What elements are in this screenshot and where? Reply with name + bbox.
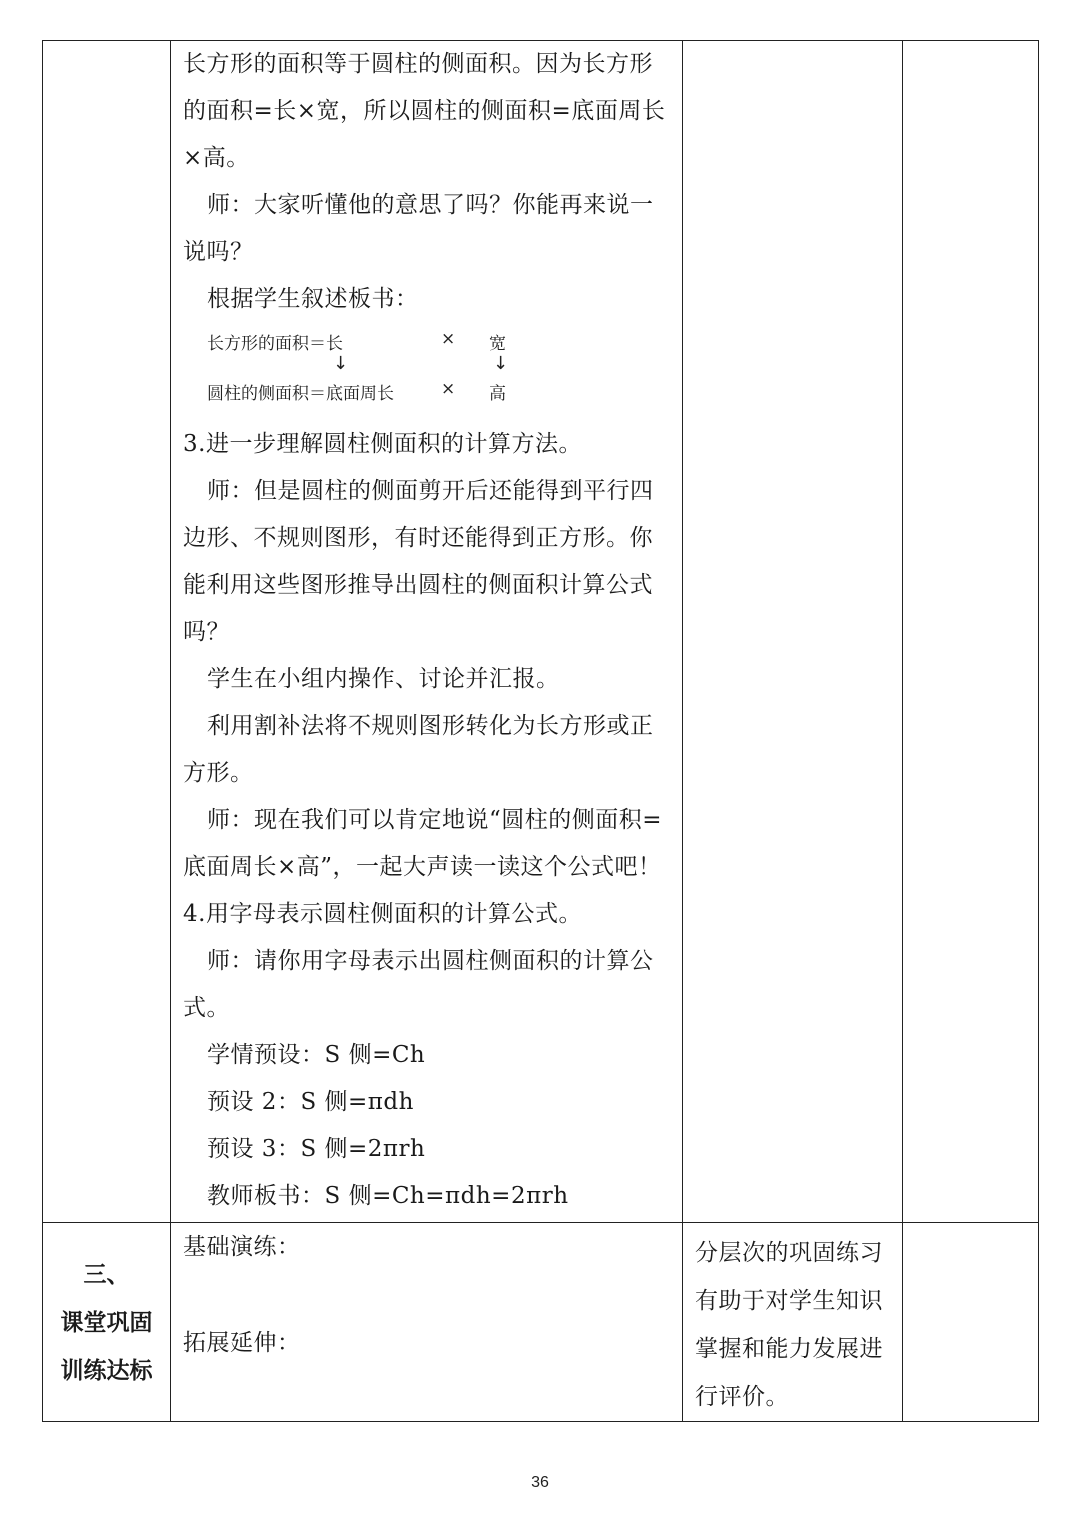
- practice-cell: [171, 1223, 683, 1422]
- section-number: 三、: [83, 1262, 130, 1288]
- note-line: 分层次的巩固练习: [695, 1240, 883, 1266]
- down-arrow-icon: ↓: [493, 353, 509, 374]
- section-title: 课堂巩固: [60, 1310, 153, 1336]
- text-line: 的面积=长×宽，所以圆柱的侧面积=底面周长: [183, 98, 666, 124]
- text-line: 方形。: [183, 760, 254, 786]
- down-arrow-icon: ↓: [333, 353, 349, 374]
- text-line: 师：现在我们可以肯定地说“圆柱的侧面积=: [207, 807, 663, 833]
- note-line: 有助于对学生知识: [695, 1288, 883, 1314]
- formula-height: 高: [489, 384, 506, 404]
- text-line: 教师板书：S 侧=Ch=πdh=2πrh: [207, 1183, 569, 1209]
- design-intent-cell: [683, 41, 903, 1223]
- formula-width: 宽: [489, 334, 506, 354]
- notes-cell: [903, 41, 1039, 1223]
- table-row: [43, 1223, 1039, 1422]
- text-line: 吗？: [183, 619, 230, 645]
- note-line: 行评价。: [695, 1384, 789, 1410]
- text-line: 4.用字母表示圆柱侧面积的计算公式。: [183, 901, 582, 927]
- text-line: 根据学生叙述板书：: [207, 286, 419, 312]
- design-intent-cell: [683, 1223, 903, 1422]
- text-line: ×高。: [183, 145, 250, 171]
- text-line: 底面周长×高”，一起大声读一读这个公式吧！: [183, 854, 662, 880]
- text-line: 能利用这些图形推导出圆柱的侧面积计算公式: [183, 572, 653, 598]
- text-line: 式。: [183, 995, 230, 1021]
- lesson-plan-table: [42, 40, 1039, 1422]
- stage-cell: [43, 41, 171, 1223]
- notes-cell: [903, 1223, 1039, 1422]
- text-line: 利用割补法将不规则图形转化为长方形或正: [207, 713, 654, 739]
- basic-practice-label: 基础演练：: [183, 1234, 301, 1260]
- text-line: 师：但是圆柱的侧面剪开后还能得到平行四: [207, 478, 654, 504]
- note-line: 掌握和能力发展进: [695, 1336, 883, 1362]
- text-line: 长方形的面积等于圆柱的侧面积。因为长方形: [183, 51, 653, 77]
- formula-times-sign: ×: [441, 379, 456, 399]
- text-line: 师：请你用字母表示出圆柱侧面积的计算公: [207, 948, 654, 974]
- text-line: 边形、不规则图形，有时还能得到正方形。你: [183, 525, 653, 551]
- section-label-cell: [43, 1223, 171, 1422]
- teaching-process-cell: [171, 41, 683, 1223]
- text-line: 3.进一步理解圆柱侧面积的计算方法。: [183, 431, 582, 457]
- blackboard-formula: [183, 323, 668, 421]
- text-line: 说吗？: [183, 239, 254, 265]
- formula-times-sign: ×: [441, 329, 456, 349]
- text-line: 学生在小组内操作、讨论并汇报。: [207, 666, 560, 692]
- formula-rectangle-area: 长方形的面积＝长: [207, 334, 343, 354]
- text-line: 学情预设：S 侧=Ch: [207, 1042, 426, 1068]
- extension-label: 拓展延伸：: [183, 1330, 301, 1356]
- formula-cylinder-lateral-area: 圆柱的侧面积＝底面周长: [207, 384, 394, 404]
- text-line: 师：大家听懂他的意思了吗？你能再来说一: [207, 192, 654, 218]
- text-line: 预设 2：S 侧=πdh: [207, 1089, 414, 1115]
- text-line: 预设 3：S 侧=2πrh: [207, 1136, 426, 1162]
- table-row: [43, 41, 1039, 1223]
- section-title: 训练达标: [60, 1358, 153, 1384]
- page-number: 36: [531, 1474, 549, 1491]
